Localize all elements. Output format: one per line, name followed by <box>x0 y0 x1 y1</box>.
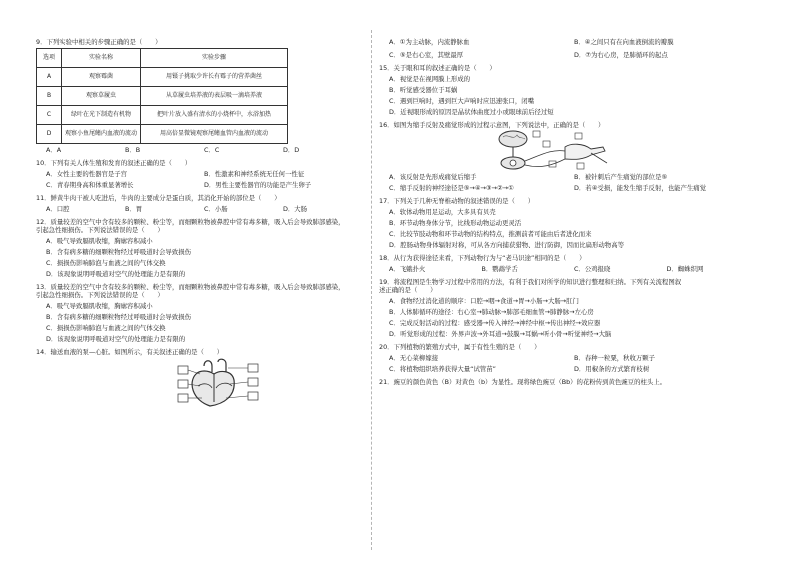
q17-stem: 17．下列关于几种无脊椎动物的叙述错误的是（ ） <box>379 197 535 205</box>
q15-stem: 15．关于眼和耳的叙述正确的是（ ） <box>379 64 496 72</box>
option[interactable]: D．该现象说明呼吸道对空气的处理能力是有限的 <box>46 335 186 343</box>
option[interactable]: C．C <box>204 146 220 154</box>
q19-stem: 19．将流程图是生物学习过程中常用的方法，有利于我们对所学的知识进行整理和归纳。下列有关流程图叙 <box>379 278 682 286</box>
option[interactable]: B．被针刺后产生痛觉的部位是⑤ <box>574 173 668 181</box>
q16-options <box>379 173 759 181</box>
q19-stem-cont: 述正确的是（ ） <box>379 286 437 294</box>
option[interactable]: A．软体动物用足运动，大多具有贝壳 <box>389 208 496 216</box>
option[interactable]: D．近视眼形成的原因是晶状体曲度过小或眼球前后径过短 <box>389 108 554 116</box>
table-cell: A <box>37 68 62 87</box>
table-header: 实验步骤 <box>141 49 288 68</box>
option[interactable]: A．视觉是在视网膜上形成的 <box>389 75 471 83</box>
option[interactable]: A．口腔 <box>46 205 70 213</box>
option[interactable]: B．B <box>125 146 141 154</box>
option[interactable]: A．吸气导致膈肌收缩，胸廓容积减小 <box>46 302 153 310</box>
table-cell: 用镊子挑取少许长有霉子的营养菌丝 <box>141 68 288 87</box>
option[interactable]: D．腔肠动物身体辐射对称，可从各方向捕获猎物、进行防御，因而比扁形动物高等 <box>389 241 624 249</box>
option[interactable]: A．①为主动脉，内流静脉血 <box>389 38 470 46</box>
option[interactable]: C．缩手反射的神经途径是⑤→④→③→②→① <box>389 184 514 192</box>
q11-stem: 11．鲜黄牛肉干被人吃进后，牛肉的主要成分是蛋白质，其消化开始的部位是（ ） <box>36 194 281 202</box>
table-cell: 观察草履虫 <box>62 87 141 106</box>
q18-stem: 18．从行为获得途径来看，下列动物行为与“老马识途”相同的是（ ） <box>379 254 586 262</box>
option[interactable]: C．完成反射活动的过程：感受器→传入神经→神经中枢→传出神经→效应器 <box>389 319 601 327</box>
table-cell: C <box>37 106 62 125</box>
option[interactable]: D．男性主要性器官的功能是产生卵子 <box>204 181 312 189</box>
option[interactable]: D．用椒条的方式繁育枝树 <box>574 365 650 373</box>
q12-stem-cont: 引起急性细损伤。下列说法错误的是（ ） <box>36 226 164 234</box>
table-cell: 观察小鱼尾鳍内血液的流动 <box>62 125 141 144</box>
table-row <box>37 125 288 144</box>
option[interactable]: B．性激素和神经系统无任何一性征 <box>204 170 305 178</box>
option[interactable]: C．损损伤影响肺泡与血液之间的气体交换 <box>46 324 166 332</box>
option[interactable]: B．听觉感受器位于耳蜗 <box>389 86 458 94</box>
table-row <box>37 68 288 87</box>
option[interactable]: A．无心菜柳嫁接 <box>389 354 439 362</box>
table-cell: 从草履虫培养液的表层吸一滴培养液 <box>141 87 288 106</box>
left-column <box>36 38 362 408</box>
q10-stem: 10．下列有关人体生殖和发育的叙述正确的是（ ） <box>36 159 192 167</box>
option[interactable]: D．大肠 <box>283 205 308 213</box>
table-row <box>37 87 288 106</box>
reflex-arc-diagram <box>491 129 611 173</box>
option[interactable]: C．损损伤影响肺泡与血液之间的气体交换 <box>46 259 166 267</box>
option[interactable]: B．④之间只有在向血液倒流的瓣膜 <box>574 38 674 46</box>
table-row <box>37 106 288 125</box>
table-cell: 把叶片放入盛有清水的小烧杯中，水浴加热 <box>141 106 288 125</box>
q12-stem: 12．质量较差的空气中含有较多的颗粒、粉尘等，而细颗粒物被鼻腔中常有毒多糖，吸入后会导致肺部感染， <box>36 218 345 226</box>
option[interactable]: A．女性主要的性器官是子宫 <box>46 170 128 178</box>
option[interactable]: C．⑤是右心室，其壁最厚 <box>389 51 464 59</box>
q16-options <box>379 184 759 192</box>
option[interactable]: A．A <box>46 146 62 154</box>
option[interactable]: D．⑦为右心房，是肺循环的起点 <box>574 51 668 59</box>
option[interactable]: A．该反射是先形成痛觉后缩手 <box>389 173 477 181</box>
option[interactable]: B．含有病多糖的细颗粒物经过呼吸道时会导致损伤 <box>46 248 191 256</box>
q18-options <box>379 265 759 273</box>
option[interactable]: A．食物经过消化道的顺序：口腔→咽→食道→胃→小肠→大肠→肛门 <box>389 297 579 305</box>
table-header: 实验名称 <box>62 49 141 68</box>
option[interactable]: C．青春期身高和体重显著增长 <box>46 181 134 189</box>
q10-options <box>36 170 362 178</box>
q11-options <box>36 205 362 213</box>
option[interactable]: A．吸气导致膈肌收缩，胸廓容积减小 <box>46 237 153 245</box>
option[interactable]: D．若④受损，能发生缩手反射，也能产生痛觉 <box>574 184 707 192</box>
option[interactable]: B．人体肺循环的途径：右心室→肺动脉→肺部毛细血管→肺静脉→左心房 <box>389 308 594 316</box>
q9-options <box>36 146 362 154</box>
table-header: 选项 <box>37 49 62 68</box>
option[interactable]: C．将植物组织培养获得大量“试管苗” <box>389 365 496 373</box>
q14-options <box>379 51 759 59</box>
option[interactable]: B．胃 <box>125 205 143 213</box>
option[interactable]: B．环节动物身体分节，比线形动物运动更灵活 <box>389 219 522 227</box>
q20-stem: 20．下列植物的繁殖方式中，属于有性生殖的是（ ） <box>379 343 541 351</box>
right-column <box>379 38 759 386</box>
q20-options <box>379 365 759 373</box>
option[interactable]: B．鹦鹉学舌 <box>481 265 518 273</box>
option[interactable]: B．春种一粒粟，秋收万颗子 <box>574 354 656 362</box>
q9-table <box>36 48 288 144</box>
option[interactable]: B．含有病多糖的细颗粒物经过呼吸道时会导致损伤 <box>46 313 191 321</box>
option[interactable]: D．听觉形成的过程：外界声波→外耳道→鼓膜→耳蜗→听小骨→听觉神经→大脑 <box>389 330 612 338</box>
option[interactable]: A．飞蛾扑火 <box>389 265 426 273</box>
q14-stem: 14．输送血液的泵—心脏。如图所示，有关叙述正确的是（ ） <box>36 348 224 356</box>
option[interactable]: C．比较节肢动物和环节动物的结构特点，推测前者可能由后者进化而来 <box>389 230 592 238</box>
table-cell: B <box>37 87 62 106</box>
table-cell: D <box>37 125 62 144</box>
option[interactable]: D．D <box>283 146 300 154</box>
q13-stem: 13．质量较差的空气中含有较多的颗粒、粉尘等，而细颗粒物被鼻腔中常有毒多糖，吸入后会导致肺部感染， <box>36 283 345 291</box>
option[interactable]: C．遇到巨响时，遇到巨大声响时应迅速张口，闭嘴 <box>389 97 535 105</box>
option[interactable]: C．公鸡报晓 <box>574 265 611 273</box>
table-cell: 观察霉菌 <box>62 68 141 87</box>
option[interactable]: D．蜘蛛织网 <box>666 265 704 273</box>
q13-stem-cont: 引起急性细损伤。下列说法错误的是（ ） <box>36 291 164 299</box>
q10-options <box>36 181 362 189</box>
q21-stem: 21．豌豆的颜色黄色（B）对黄色（b）为显性。现将绿色豌豆（Bb）的花粉传到黄色豌豆的柱头上。 <box>379 378 667 386</box>
table-cell: 绿叶在光下制造有机物 <box>62 106 141 125</box>
column-divider <box>371 30 372 550</box>
option[interactable]: C．小肠 <box>204 205 228 213</box>
table-cell: 用高倍显微镜观察尾鳍血管内血液的流动 <box>141 125 288 144</box>
table-header-row <box>37 49 288 68</box>
q14-options <box>379 38 759 46</box>
q16-stem: 16．如图为缩手反射及痛觉形成的过程示意图，下列说法中，正确的是（ ） <box>379 121 605 129</box>
q20-options <box>379 354 759 362</box>
option[interactable]: D．该现象说明呼吸道对空气的处理能力是有限的 <box>46 270 186 278</box>
q9-stem: 9．下列实验中相关的步骤正确的是（ ） <box>36 38 162 46</box>
heart-diagram <box>174 356 264 408</box>
